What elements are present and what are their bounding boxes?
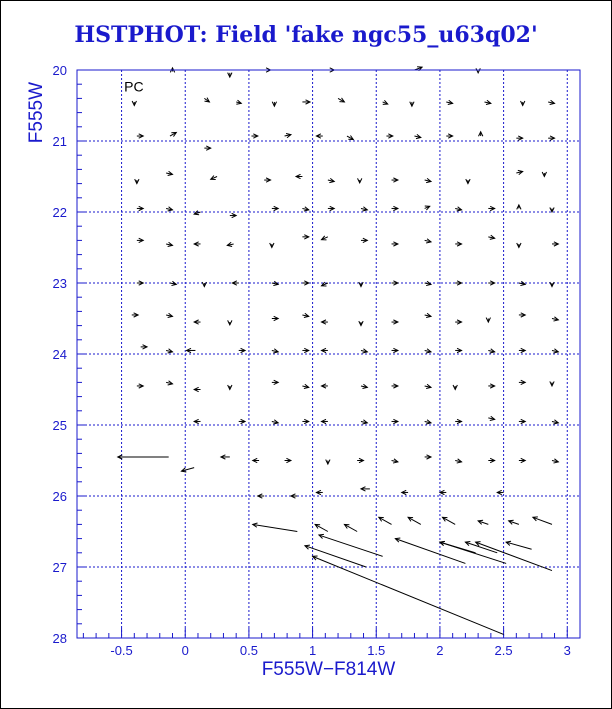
vector [302, 348, 308, 352]
x-tick-label: 1 [308, 643, 317, 658]
vector [166, 381, 172, 385]
vector [321, 348, 327, 352]
vector [166, 242, 172, 246]
vector [392, 281, 398, 285]
vector [392, 242, 398, 246]
vector [194, 242, 200, 246]
vector [302, 419, 308, 423]
vector-shaft [395, 539, 465, 564]
vector [170, 281, 176, 285]
vector [425, 178, 431, 182]
vector [344, 524, 357, 531]
vector [264, 178, 270, 182]
vector [321, 236, 327, 240]
vector [270, 243, 274, 248]
vector [392, 206, 398, 210]
vector [455, 207, 461, 211]
vector [550, 207, 554, 212]
vector [347, 135, 353, 139]
vector [517, 205, 521, 210]
x-tick-label: -0.5 [110, 643, 133, 658]
vector [135, 179, 139, 184]
x-axis-title: F555W−F814W [261, 659, 396, 680]
vector [258, 494, 264, 498]
vector [476, 68, 480, 73]
y-tick-label: 25 [52, 418, 67, 433]
vector-shaft [253, 524, 298, 531]
vector [414, 134, 420, 138]
vector [272, 316, 278, 320]
vector [392, 178, 398, 182]
vector [455, 348, 461, 352]
vector [272, 102, 276, 107]
vector [359, 282, 363, 287]
vector [488, 384, 494, 388]
vector [272, 281, 278, 285]
vector [488, 349, 494, 353]
vector [227, 242, 233, 246]
vector [361, 420, 367, 424]
vector [478, 132, 482, 137]
vector [315, 524, 328, 531]
vector [455, 281, 461, 285]
vector [228, 73, 232, 78]
y-tick-label: 22 [52, 205, 67, 220]
vector [166, 313, 172, 317]
vector [488, 416, 494, 420]
vector [302, 207, 308, 211]
pc-annotation: PC [124, 78, 144, 95]
vector [357, 458, 363, 462]
vector [272, 420, 278, 424]
vector [285, 133, 291, 137]
x-tick-labels [110, 643, 571, 658]
vector [296, 174, 302, 178]
vector [194, 211, 200, 215]
vector [455, 459, 461, 463]
vector [313, 556, 504, 634]
vector [302, 235, 308, 239]
vector [358, 178, 362, 183]
vector [141, 345, 147, 349]
y-tick-label: 27 [52, 560, 67, 575]
vector [361, 487, 370, 491]
vector [251, 134, 257, 138]
y-tick-label: 24 [52, 347, 67, 362]
vector [402, 490, 408, 494]
vector [379, 517, 392, 524]
vector [395, 538, 465, 563]
vector [361, 207, 367, 211]
x-tick-label: 1.5 [367, 643, 386, 658]
vector [486, 318, 490, 323]
vector [425, 281, 431, 285]
y-tick-label: 26 [52, 489, 67, 504]
vector [408, 517, 421, 524]
vector [488, 281, 494, 285]
vector [488, 458, 494, 462]
vector [552, 349, 558, 353]
vector [194, 320, 200, 324]
vector-arrowhead [476, 68, 480, 73]
x-tick-label: 2.5 [494, 643, 513, 658]
vector [425, 420, 431, 424]
vector [132, 101, 136, 106]
vector [550, 282, 554, 287]
vector [166, 349, 172, 353]
vector [253, 458, 259, 462]
vector [425, 384, 431, 388]
vector [137, 206, 143, 210]
vector [204, 98, 209, 102]
vector [302, 384, 308, 388]
x-tick-label: 0.5 [239, 643, 258, 658]
vector [228, 385, 232, 390]
vector [236, 100, 241, 104]
vector [383, 100, 388, 104]
vector [285, 458, 291, 462]
y-tick-label: 28 [52, 631, 67, 646]
vector [455, 242, 461, 246]
y-tick-label: 21 [52, 134, 67, 149]
vector [425, 239, 431, 243]
vector [466, 179, 470, 184]
y-axis-title: F555W [26, 81, 47, 144]
vector [552, 420, 558, 424]
vector [118, 455, 169, 459]
vector [552, 242, 558, 246]
vector [166, 171, 172, 175]
vector [548, 100, 554, 104]
vector [519, 419, 525, 423]
vector [476, 542, 552, 571]
vector [488, 235, 494, 239]
vector [137, 384, 143, 388]
vector [194, 419, 200, 423]
vector [321, 419, 327, 423]
vector [170, 132, 176, 136]
vector [392, 320, 398, 324]
vector [521, 101, 525, 106]
vector [509, 520, 519, 524]
vector [550, 381, 554, 386]
vector [392, 384, 398, 388]
vector [211, 176, 217, 180]
vector [328, 178, 334, 182]
chart-title: HSTPHOT: Field 'fake ngc55_u63q02' [74, 22, 538, 48]
vector [410, 102, 414, 107]
vector [533, 517, 552, 525]
vector [228, 320, 232, 325]
vector [302, 313, 308, 317]
vector [484, 100, 490, 104]
vector [166, 207, 172, 211]
vector [291, 494, 297, 498]
vector [519, 281, 525, 285]
vector [359, 321, 363, 326]
y-tick-labels [53, 63, 67, 646]
vector [361, 384, 367, 388]
vector [321, 384, 327, 388]
vector [137, 281, 143, 285]
vector [442, 517, 455, 524]
x-tick-label: 3 [563, 643, 571, 658]
vector [338, 98, 344, 102]
vector [221, 455, 230, 459]
vector [425, 206, 430, 210]
vector [239, 419, 245, 423]
vector [425, 313, 431, 317]
vector-shaft [319, 535, 383, 556]
vector [386, 134, 392, 138]
vector [302, 281, 308, 285]
vector [137, 134, 143, 138]
vector [548, 136, 554, 140]
vector-shaft [313, 556, 504, 634]
vector [542, 172, 546, 177]
vector [187, 348, 196, 352]
y-tick-label: 20 [52, 63, 67, 78]
vector [440, 490, 446, 494]
vector [302, 100, 310, 104]
vector [516, 136, 522, 140]
vector [517, 243, 521, 248]
vector [519, 380, 525, 384]
vector [392, 419, 398, 423]
vector [519, 313, 525, 317]
vector [316, 490, 322, 494]
vector [453, 385, 457, 390]
vector [272, 206, 278, 210]
vector [232, 281, 238, 285]
vector [272, 380, 278, 384]
vector [239, 348, 245, 352]
vector [552, 317, 558, 321]
vector [204, 146, 210, 150]
vector [392, 459, 398, 463]
vector [321, 320, 327, 324]
vector [446, 134, 452, 138]
vector [361, 349, 367, 353]
vector [194, 387, 200, 391]
vector [519, 458, 525, 462]
vector [455, 419, 461, 423]
vectors [118, 67, 559, 635]
vector [319, 534, 383, 556]
vector [488, 206, 494, 210]
vector-shaft [476, 542, 552, 570]
x-tick-label: 2 [436, 643, 444, 658]
vector [181, 468, 194, 472]
vector [425, 455, 431, 459]
vector [392, 348, 398, 352]
vector [132, 313, 138, 317]
vector [316, 134, 322, 138]
vector [519, 348, 525, 352]
vector [455, 320, 461, 324]
vector [516, 170, 522, 174]
vector [202, 282, 206, 287]
vector-shaft [506, 542, 531, 549]
vector [478, 520, 488, 524]
vector [361, 238, 367, 242]
vector [230, 213, 236, 217]
vector [326, 460, 330, 465]
vector [253, 523, 298, 532]
vector [446, 100, 452, 104]
vector [440, 541, 476, 552]
vector [497, 490, 503, 494]
vector [425, 349, 431, 353]
vector [328, 206, 334, 210]
vector [137, 238, 143, 242]
vector [506, 541, 531, 549]
x-tick-label: 0 [181, 643, 189, 658]
vector [552, 459, 558, 463]
y-tick-label: 23 [52, 276, 67, 291]
vector [272, 349, 278, 353]
